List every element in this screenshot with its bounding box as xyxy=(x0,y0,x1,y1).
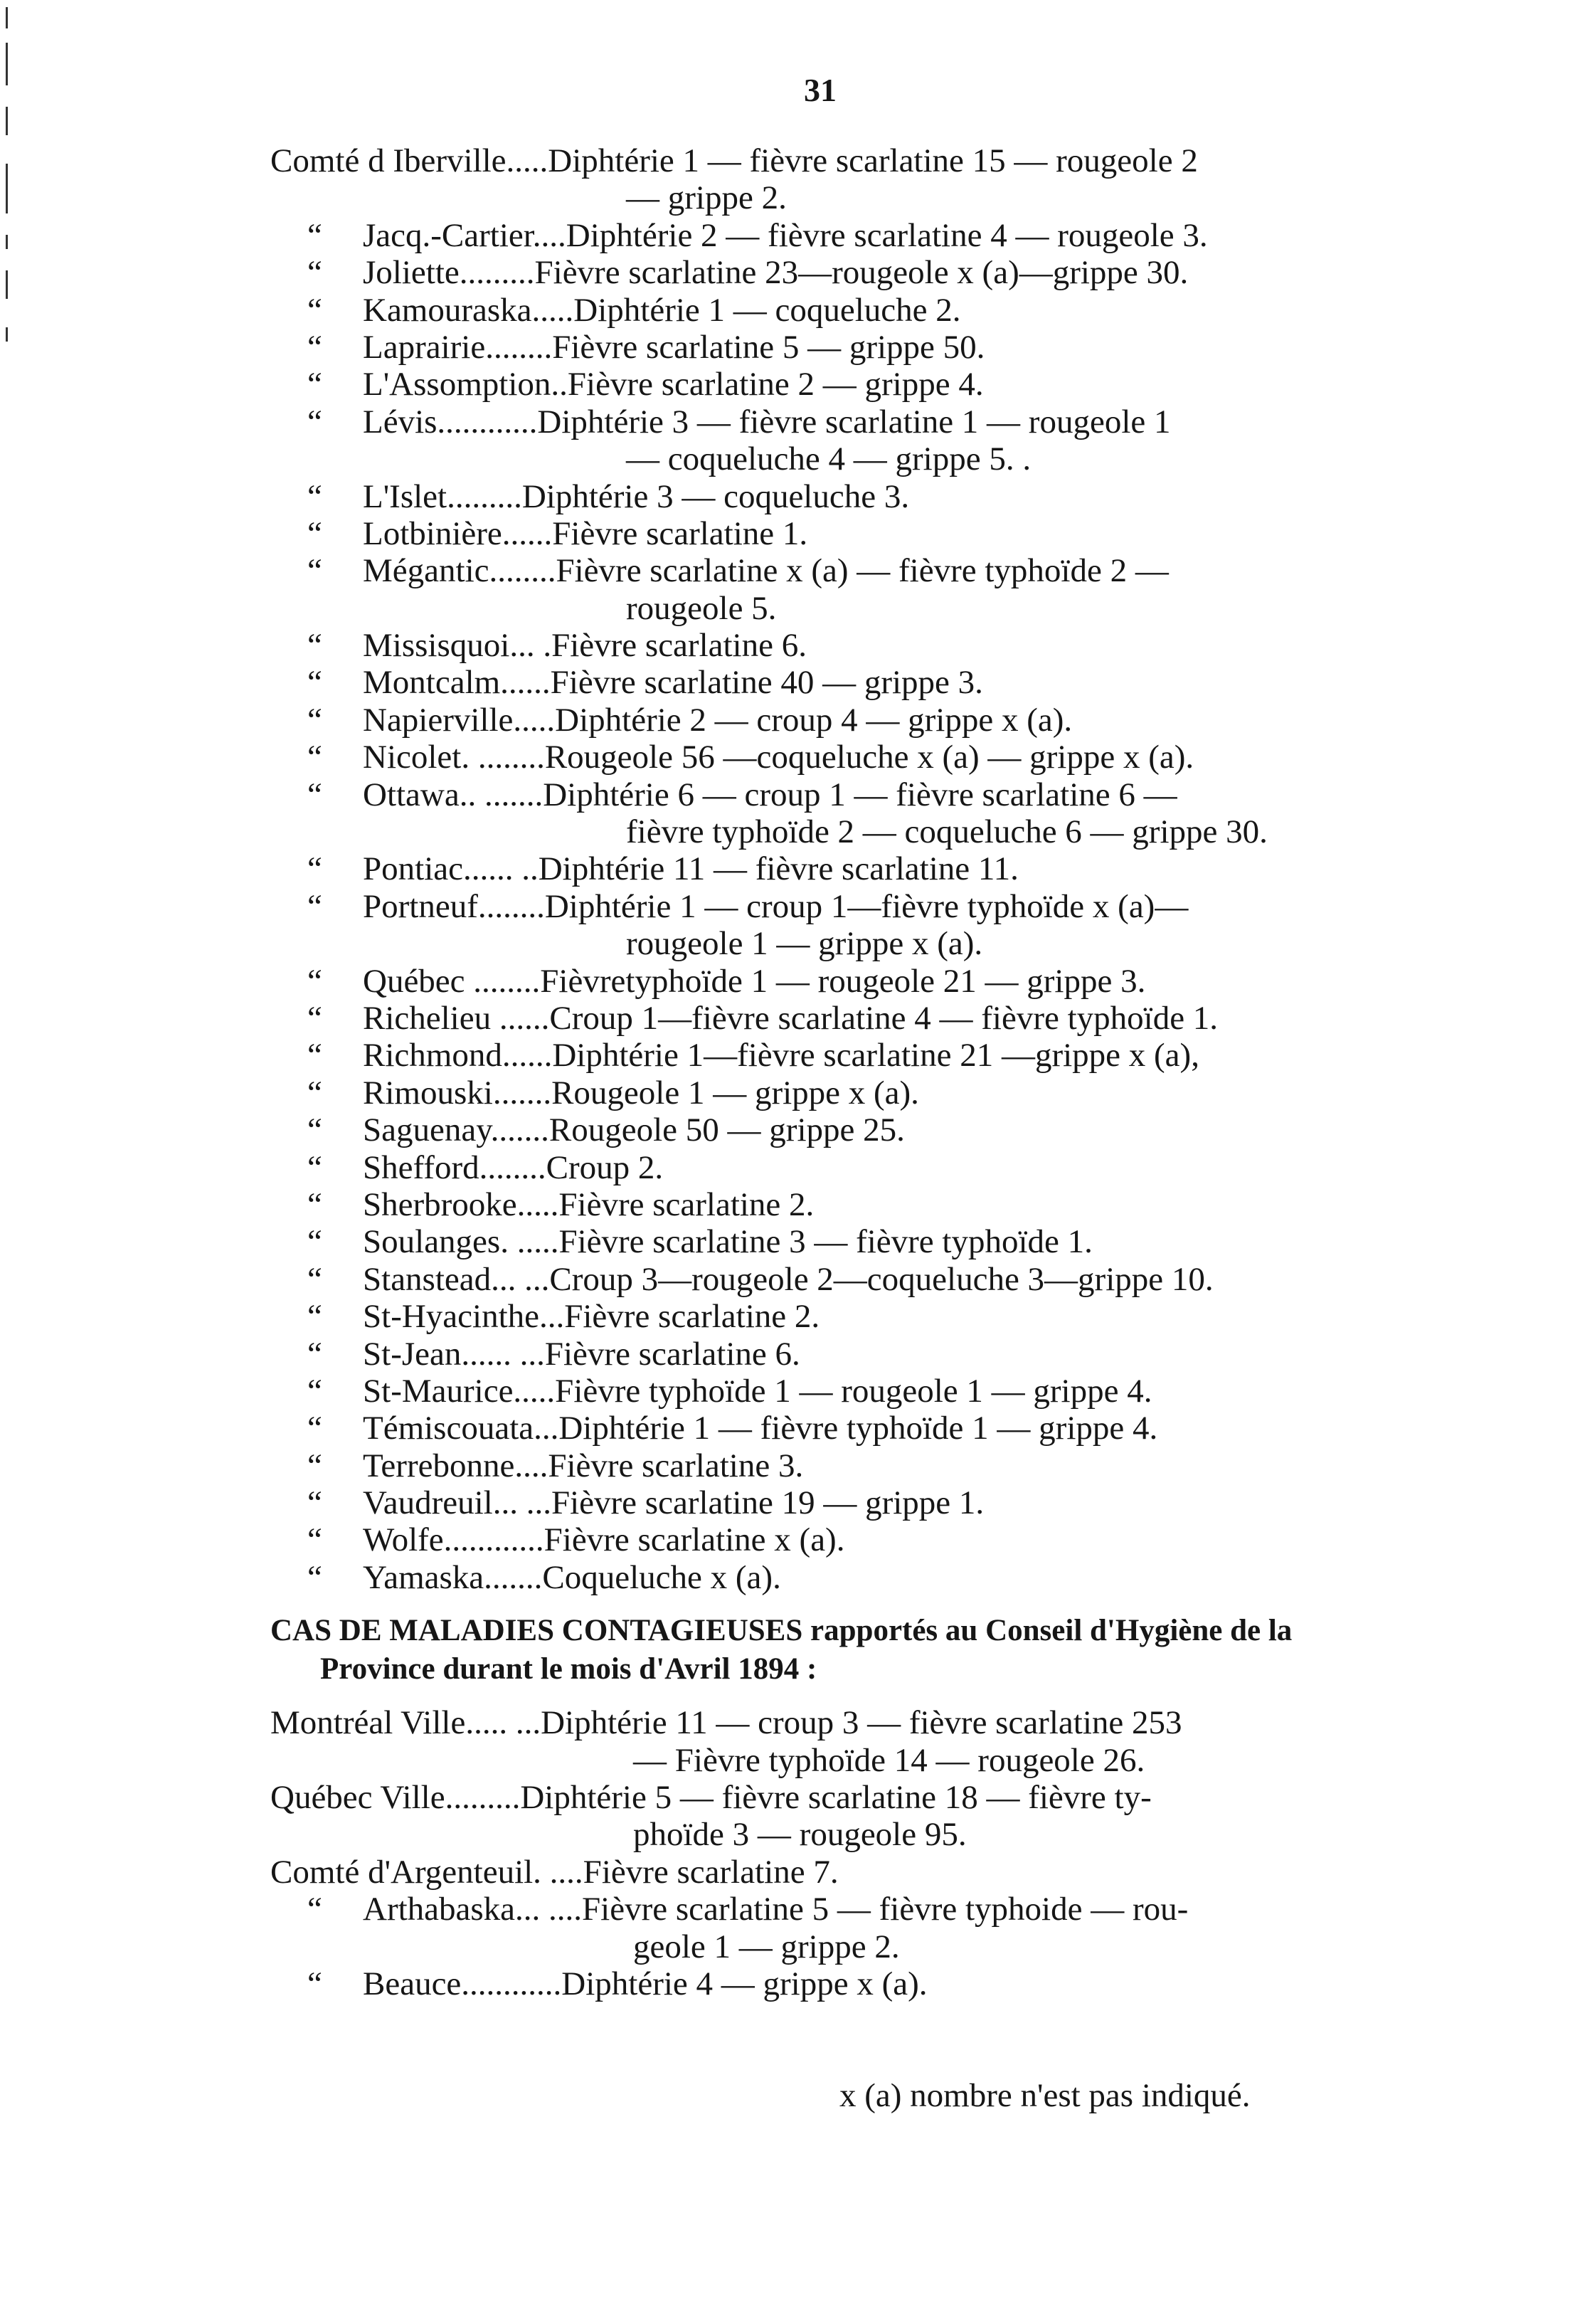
entry-text: Sherbrooke.....Fièvre scarlatine 2. xyxy=(363,1185,815,1223)
entry-text: Québec ........Fièvretyphoïde 1 — rougeole 21 — grippe 3. xyxy=(363,962,1146,1000)
entry-text: St-Hyacinthe...Fièvre scarlatine 2. xyxy=(363,1298,820,1336)
entry-text: Soulanges. .....Fièvre scarlatine 3 — fièvre typhoïde 1. xyxy=(363,1223,1093,1261)
entry-text: St-Jean...... ...Fièvre scarlatine 6. xyxy=(363,1335,800,1373)
ditto-mark: “ xyxy=(307,1037,322,1074)
heading-line-2: Province durant le mois d'Avril 1894 : xyxy=(320,1652,817,1686)
entry-continuation xyxy=(270,1816,1394,1853)
entry-line xyxy=(270,1000,1394,1037)
entry-line xyxy=(270,515,1394,552)
entry-text: Richelieu ......Croup 1—fièvre scarlatine 4 — fièvre typhoïde 1. xyxy=(363,999,1219,1037)
entry xyxy=(270,1336,1394,1373)
entry xyxy=(270,142,1394,217)
entry-text: — Fièvre typhoïde 14 — rougeole 26. xyxy=(633,1741,1145,1779)
entry xyxy=(270,515,1394,552)
entry xyxy=(270,403,1394,478)
entry-line xyxy=(270,963,1394,1000)
entry-line xyxy=(270,1521,1394,1558)
entry xyxy=(270,1891,1394,1965)
heading-line-1: CAS DE MALADIES CONTAGIEUSES rapportés au Conseil d'Hygiène de la xyxy=(270,1614,1293,1648)
entry-text: L'Islet.........Diphtérie 3 — coqueluche 3. xyxy=(363,477,910,515)
entry-text: rougeole 5. xyxy=(626,589,777,627)
entry-line xyxy=(270,1149,1394,1186)
entry-text: rougeole 1 — grippe x (a). xyxy=(626,925,983,963)
entry-text: Comté d Iberville.....Diphtérie 1 — fièvre scarlatine 15 — rougeole 2 xyxy=(270,142,1198,179)
entry-line xyxy=(270,627,1394,664)
ditto-mark: “ xyxy=(307,477,322,515)
ditto-mark: “ xyxy=(307,887,322,925)
entry xyxy=(270,478,1394,515)
entry-line xyxy=(270,888,1394,925)
entry-text: Pontiac...... ..Diphtérie 11 — fièvre scarlatine 11. xyxy=(363,850,1019,888)
entry xyxy=(270,1074,1394,1111)
entry-text: fièvre typhoïde 2 — coqueluche 6 — grippe 30. xyxy=(626,813,1268,851)
entry-line xyxy=(270,1410,1394,1447)
entry-line xyxy=(270,1854,1394,1891)
entry xyxy=(270,1037,1394,1074)
entry-line xyxy=(270,1298,1394,1335)
entry-text: Laprairie........Fièvre scarlatine 5 — grippe 50. xyxy=(363,328,985,366)
ditto-mark: “ xyxy=(307,1185,322,1223)
entry xyxy=(270,1261,1394,1298)
entry-line xyxy=(270,850,1394,887)
entry-line xyxy=(270,1891,1394,1928)
entry-continuation xyxy=(270,1928,1394,1965)
ditto-mark: “ xyxy=(307,739,322,776)
entry-text: L'Assomption..Fièvre scarlatine 2 — grippe 4. xyxy=(363,366,984,403)
entry xyxy=(270,1521,1394,1558)
ditto-mark: “ xyxy=(307,962,322,1000)
page-number: 31 xyxy=(804,72,837,108)
ditto-mark: “ xyxy=(307,1260,322,1298)
entry-continuation xyxy=(270,179,1394,216)
entry-line xyxy=(270,1447,1394,1484)
entry xyxy=(270,963,1394,1000)
ditto-mark: “ xyxy=(307,1372,322,1410)
entry-line xyxy=(270,1336,1394,1373)
entry-text: Wolfe............Fièvre scarlatine x (a). xyxy=(363,1521,845,1559)
entry xyxy=(270,217,1394,254)
section2 xyxy=(270,1704,1394,2002)
entry-continuation xyxy=(270,1742,1394,1779)
entry-line xyxy=(270,1186,1394,1223)
section1 xyxy=(270,142,1394,1596)
ditto-mark: “ xyxy=(307,1410,322,1447)
entry-line xyxy=(270,1037,1394,1074)
ditto-mark: “ xyxy=(307,1558,322,1596)
ditto-mark: “ xyxy=(307,1148,322,1186)
entry-line xyxy=(270,292,1394,329)
entry-text: — grippe 2. xyxy=(626,179,787,217)
entry-text: Beauce............Diphtérie 4 — grippe x (a). xyxy=(363,1965,928,2002)
entry-line xyxy=(270,217,1394,254)
entry xyxy=(270,1447,1394,1484)
entry-line xyxy=(270,1074,1394,1111)
entry xyxy=(270,292,1394,329)
entry-text: Yamaska.......Coqueluche x (a). xyxy=(363,1558,781,1596)
ditto-mark: “ xyxy=(307,514,322,552)
entry-line xyxy=(270,254,1394,291)
entry xyxy=(270,1149,1394,1186)
ditto-mark: “ xyxy=(307,403,322,440)
entry-line xyxy=(270,329,1394,366)
ditto-mark: “ xyxy=(307,552,322,590)
ditto-mark: “ xyxy=(307,1521,322,1559)
ditto-mark: “ xyxy=(307,254,322,292)
entry-text: Ottawa.. .......Diphtérie 6 — croup 1 — fièvre scarlatine 6 — xyxy=(363,776,1177,813)
entry-continuation xyxy=(270,813,1394,850)
entry-text: Joliette.........Fièvre scarlatine 23—rougeole x (a)—grippe 30. xyxy=(363,254,1189,292)
entry-text: Portneuf........Diphtérie 1 — croup 1—fièvre typhoïde x (a)— xyxy=(363,887,1189,925)
entry xyxy=(270,739,1394,776)
entry xyxy=(270,664,1394,701)
entry xyxy=(270,1779,1394,1854)
entry-text: Mégantic........Fièvre scarlatine x (a) — fièvre typhoïde 2 — xyxy=(363,552,1169,590)
entry-text: Arthabaska... ....Fièvre scarlatine 5 — fièvre typhoide — rou- xyxy=(363,1891,1189,1928)
entry xyxy=(270,1186,1394,1223)
margin-scan-marks xyxy=(0,0,21,640)
entry-line xyxy=(270,702,1394,739)
entry xyxy=(270,329,1394,366)
ditto-mark: “ xyxy=(307,776,322,813)
ditto-mark: “ xyxy=(307,1111,322,1149)
entry xyxy=(270,1965,1394,2002)
ditto-mark: “ xyxy=(307,1298,322,1336)
entry-line xyxy=(270,1704,1394,1741)
entry-line xyxy=(270,366,1394,403)
entry-text: Missisquoi... .Fièvre scarlatine 6. xyxy=(363,627,807,665)
entry-text: Lotbinière......Fièvre scarlatine 1. xyxy=(363,514,808,552)
entry xyxy=(270,1373,1394,1410)
ditto-mark: “ xyxy=(307,664,322,702)
entry-line xyxy=(270,1373,1394,1410)
entry-line xyxy=(270,1779,1394,1816)
entry xyxy=(270,627,1394,664)
ditto-mark: “ xyxy=(307,291,322,329)
entry xyxy=(270,254,1394,291)
entry-line xyxy=(270,739,1394,776)
entry-line xyxy=(270,1965,1394,2002)
entry xyxy=(270,776,1394,851)
ditto-mark: “ xyxy=(307,1965,322,2002)
entry-text: Richmond......Diphtérie 1—fièvre scarlatine 21 —grippe x (a), xyxy=(363,1037,1199,1074)
entry-line xyxy=(270,142,1394,179)
ditto-mark: “ xyxy=(307,1891,322,1928)
entry-text: Jacq.-Cartier....Diphtérie 2 — fièvre scarlatine 4 — rougeole 3. xyxy=(363,216,1208,254)
entry xyxy=(270,1000,1394,1037)
entry-text: Témiscouata...Diphtérie 1 — fièvre typhoïde 1 — grippe 4. xyxy=(363,1410,1158,1447)
entry-text: Shefford........Croup 2. xyxy=(363,1148,664,1186)
ditto-mark: “ xyxy=(307,216,322,254)
entry xyxy=(270,1484,1394,1521)
entry-text: Comté d'Argenteuil. ....Fièvre scarlatine 7. xyxy=(270,1853,839,1891)
entry xyxy=(270,888,1394,963)
ditto-mark: “ xyxy=(307,701,322,739)
entry xyxy=(270,1410,1394,1447)
entry-continuation xyxy=(270,590,1394,627)
entry-line xyxy=(270,1484,1394,1521)
ditto-mark: “ xyxy=(307,1074,322,1111)
entry-text: — coqueluche 4 — grippe 5. . xyxy=(626,440,1032,478)
entry-line xyxy=(270,1261,1394,1298)
entry-continuation xyxy=(270,440,1394,477)
ditto-mark: “ xyxy=(307,1484,322,1522)
ditto-mark: “ xyxy=(307,850,322,888)
entry xyxy=(270,552,1394,627)
entry-text: Nicolet. ........Rougeole 56 —coqueluche x (a) — grippe x (a). xyxy=(363,739,1194,776)
ditto-mark: “ xyxy=(307,1223,322,1261)
entry-text: Québec Ville.........Diphtérie 5 — fièvre scarlatine 18 — fièvre ty- xyxy=(270,1779,1152,1817)
ditto-mark: “ xyxy=(307,1335,322,1373)
entry-text: Rimouski.......Rougeole 1 — grippe x (a). xyxy=(363,1074,919,1111)
entry-text: Napierville.....Diphtérie 2 — croup 4 — grippe x (a). xyxy=(363,701,1073,739)
entry-text: Vaudreuil... ...Fièvre scarlatine 19 — grippe 1. xyxy=(363,1484,985,1522)
entry xyxy=(270,1854,1394,1891)
entry xyxy=(270,1559,1394,1596)
entry-line xyxy=(270,1111,1394,1148)
entry-text: St-Maurice.....Fièvre typhoïde 1 — rougeole 1 — grippe 4. xyxy=(363,1372,1152,1410)
entry xyxy=(270,1223,1394,1260)
footnote: x (a) nombre n'est pas indiqué. xyxy=(839,2077,1251,2114)
entry-line xyxy=(270,478,1394,515)
entry-text: geole 1 — grippe 2. xyxy=(633,1928,900,1965)
entry-line xyxy=(270,1223,1394,1260)
entry-continuation xyxy=(270,925,1394,962)
entry xyxy=(270,1704,1394,1779)
ditto-mark: “ xyxy=(307,1447,322,1484)
ditto-mark: “ xyxy=(307,328,322,366)
entry xyxy=(270,366,1394,403)
entries-list xyxy=(270,142,1394,2002)
entry-text: Saguenay.......Rougeole 50 — grippe 25. xyxy=(363,1111,905,1149)
ditto-mark: “ xyxy=(307,999,322,1037)
entry-line xyxy=(270,1559,1394,1596)
ditto-mark: “ xyxy=(307,627,322,665)
entry xyxy=(270,1298,1394,1335)
entry-line xyxy=(270,403,1394,440)
entry-text: Montcalm......Fièvre scarlatine 40 — grippe 3. xyxy=(363,664,983,702)
entry-text: Stanstead... ...Croup 3—rougeole 2—coqueluche 3—grippe 10. xyxy=(363,1260,1214,1298)
entry-text: Terrebonne....Fièvre scarlatine 3. xyxy=(363,1447,804,1484)
entry-line xyxy=(270,552,1394,589)
entry-text: Lévis............Diphtérie 3 — fièvre scarlatine 1 — rougeole 1 xyxy=(363,403,1171,440)
entry xyxy=(270,1111,1394,1148)
entry-line xyxy=(270,664,1394,701)
entry xyxy=(270,702,1394,739)
entry-text: Kamouraska.....Diphtérie 1 — coqueluche 2. xyxy=(363,291,961,329)
section-heading xyxy=(270,1596,1394,1704)
entry-text: phoïde 3 — rougeole 95. xyxy=(633,1816,967,1854)
entry-text: Montréal Ville..... ...Diphtérie 11 — croup 3 — fièvre scarlatine 253 xyxy=(270,1704,1182,1742)
entry-line xyxy=(270,776,1394,813)
entry xyxy=(270,850,1394,887)
ditto-mark: “ xyxy=(307,366,322,403)
